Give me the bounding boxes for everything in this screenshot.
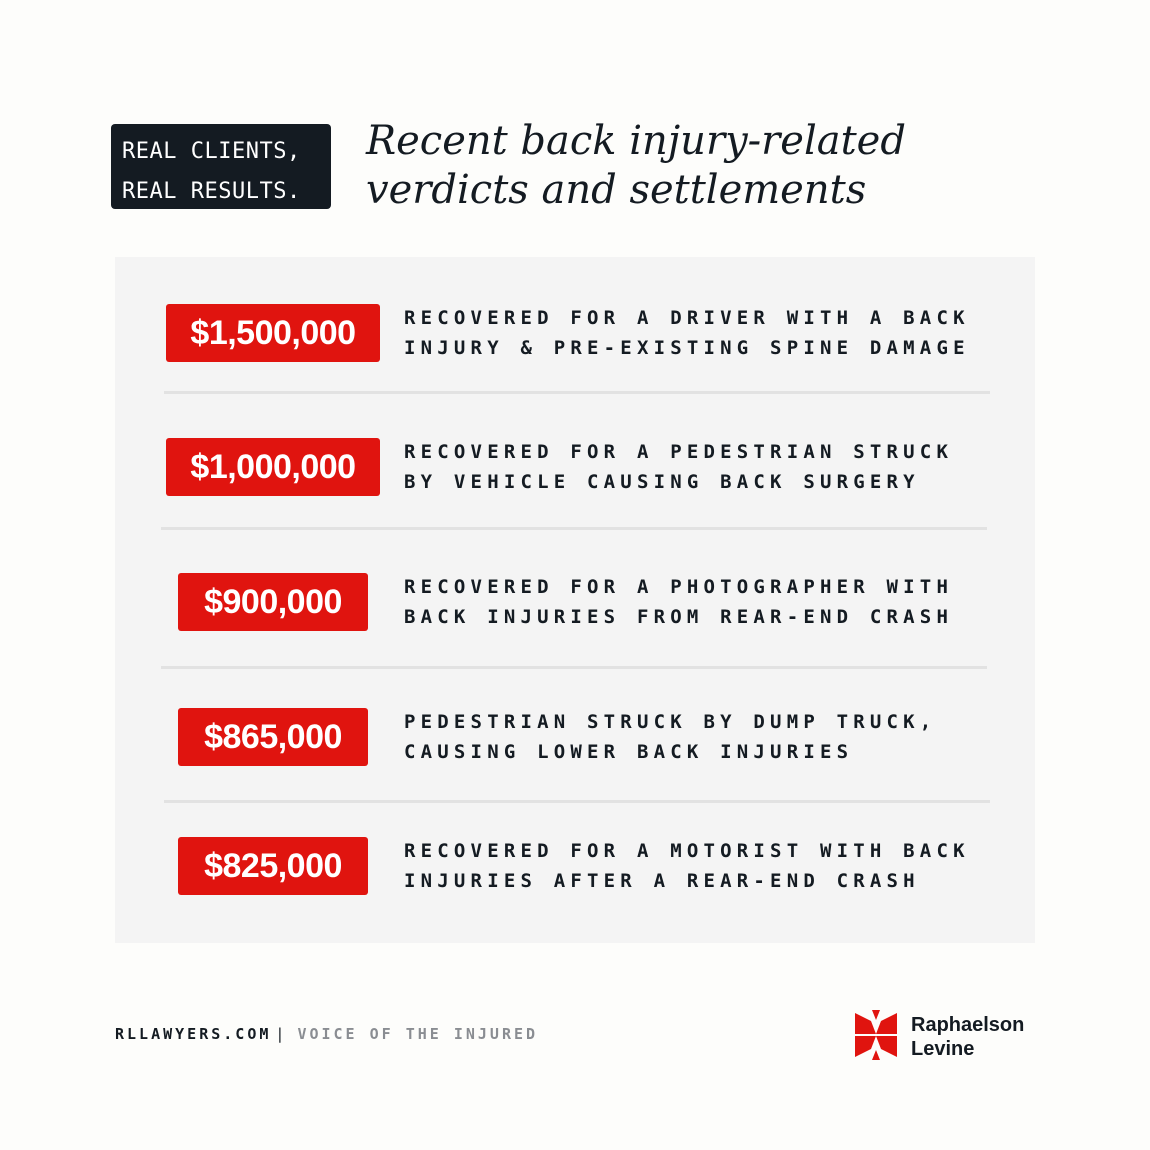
amount-badge: $1,000,000	[166, 438, 380, 496]
description-line-1: RECOVERED FOR A DRIVER WITH A BACK	[404, 307, 970, 329]
footer-tagline: VOICE OF THE INJURED	[297, 1025, 539, 1043]
description-line-2: BACK INJURIES FROM REAR-END CRASH	[404, 606, 954, 628]
amount-badge: $1,500,000	[166, 304, 380, 362]
description-line-2: INJURY & PRE-EXISTING SPINE DAMAGE	[404, 337, 970, 359]
amount-badge: $825,000	[178, 837, 368, 895]
badge-line-2: REAL RESULTS.	[122, 179, 301, 204]
footer	[115, 1025, 538, 1043]
row-divider	[161, 527, 987, 530]
row-divider	[161, 666, 987, 669]
results-panel	[115, 257, 1035, 943]
amount-badge: $900,000	[178, 573, 368, 631]
badge-line-1: REAL CLIENTS,	[122, 139, 301, 164]
row-divider	[164, 800, 990, 803]
description-line-1: RECOVERED FOR A PHOTOGRAPHER WITH	[404, 576, 954, 598]
amount-badge: $865,000	[178, 708, 368, 766]
description-line-1: RECOVERED FOR A MOTORIST WITH BACK	[404, 840, 970, 862]
logo-line-1: Raphaelson	[911, 1014, 1025, 1036]
result-description	[404, 836, 970, 896]
result-description	[404, 437, 953, 497]
result-description	[404, 572, 953, 632]
footer-separator: |	[275, 1025, 288, 1043]
logo-wordmark	[911, 1013, 1024, 1061]
page-title	[366, 117, 906, 215]
result-description	[404, 303, 970, 363]
logo-line-2: Levine	[911, 1038, 975, 1060]
description-line-1: PEDESTRIAN STRUCK BY DUMP TRUCK,	[404, 711, 937, 733]
description-line-2: INJURIES AFTER A REAR-END CRASH	[404, 870, 920, 892]
result-description	[404, 707, 936, 767]
description-line-1: RECOVERED FOR A PEDESTRIAN STRUCK	[404, 441, 954, 463]
row-divider	[164, 391, 990, 394]
description-line-2: CAUSING LOWER BACK INJURIES	[404, 741, 854, 763]
raphaelson-levine-logo-mark-icon	[855, 1010, 897, 1060]
results-badge	[111, 124, 331, 209]
title-line-2: verdicts and settlements	[366, 167, 867, 213]
title-line-1: Recent back injury-related	[366, 118, 906, 164]
description-line-2: BY VEHICLE CAUSING BACK SURGERY	[404, 471, 920, 493]
website-link[interactable]: RLLAWYERS.COM	[115, 1025, 272, 1043]
